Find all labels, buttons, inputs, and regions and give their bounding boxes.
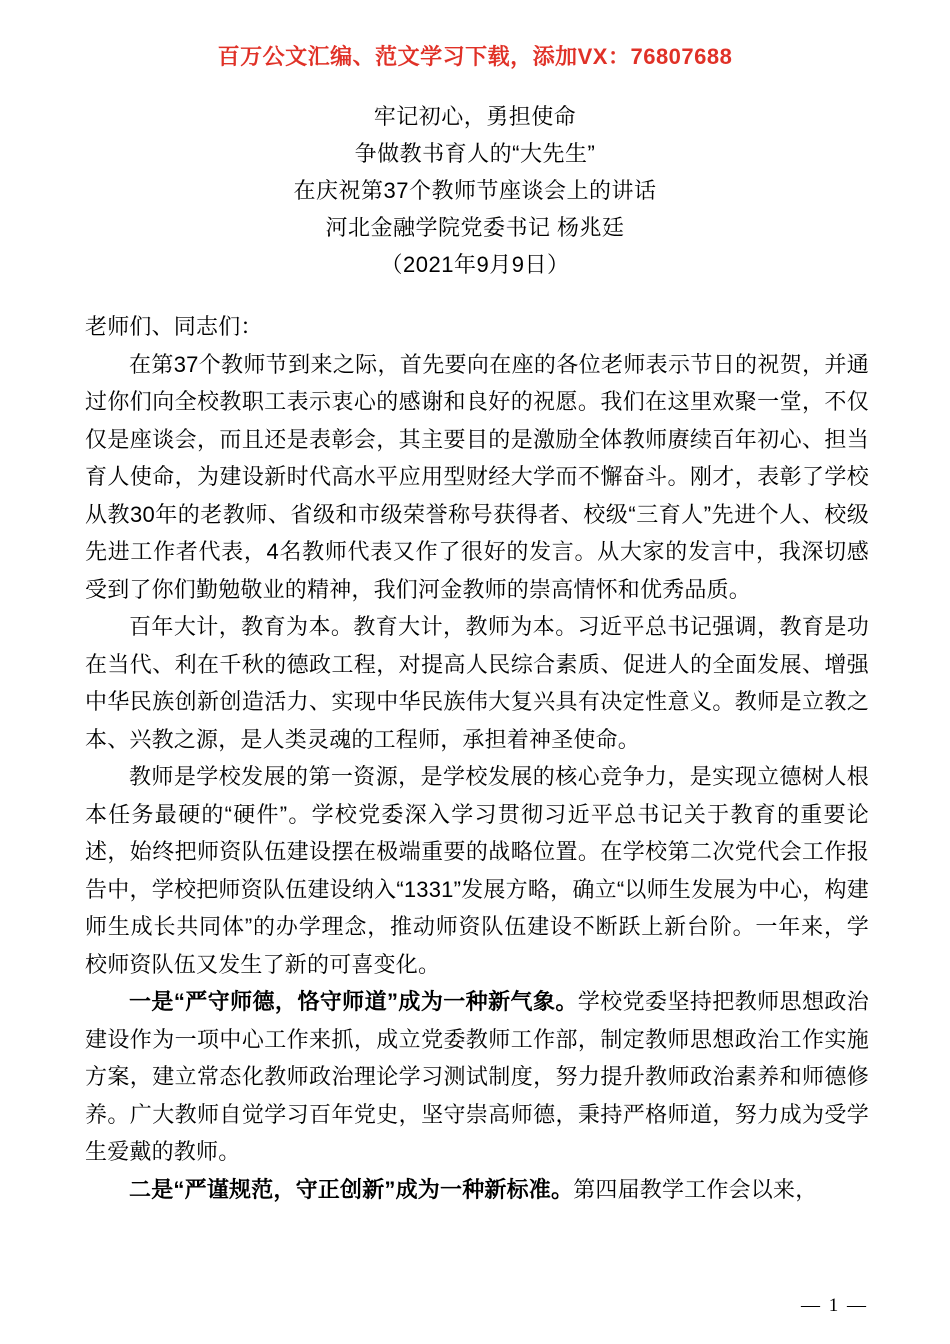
paragraph-text: 第四届教学工作会以来， (573, 1176, 818, 1202)
body-paragraph (85, 346, 869, 609)
title-line-1: 牢记初心，勇担使命 (373, 104, 577, 129)
paragraph-text: 在第37个教师节到来之际，首先要向在座的各位老师表示节日的祝贺，并通过你们向全校教职工表示衷心的感谢和良好的祝愿。我们在这里欢聚一堂，不仅仅是座谈会，而且还是表彰会，其主要目的是激励全体教师赓续百年初心、担当育人使命，为建设新时代高水平应用型财经大学而不懈奋斗。刚才，表彰了学校从教30年的老教师、省级和市级荣誉称号获得者、校级“三育人”先进个人、校级先进工作者代表，4名教师代表又作了很好的发言。从大家的发言中，我深切感受到了你们勤勉敬业的精神，我们河金教师的崇高情怀和优秀品质。 (85, 351, 869, 602)
paragraph-text: 百年大计，教育为本。教育大计，教师为本。习近平总书记强调，教育是功在当代、利在千秋的德政工程，对提高人民综合素质、促进人的全面发展、增强中华民族创新创造活力、实现中华民族伟大复兴具有决定性意义。教师是立教之本、兴教之源，是人类灵魂的工程师，承担着神圣使命。 (85, 614, 869, 752)
paragraph-lead: 一是“严守师德，恪守师道”成为一种新气象。 (129, 989, 578, 1014)
document-title-block (0, 98, 950, 283)
title-author: 河北金融学院党委书记 杨兆廷 (325, 215, 625, 240)
body-paragraph (85, 1171, 869, 1209)
paragraph-text: 学校党委坚持把教师思想政治建设作为一项中心工作来抓，成立党委教师工作部，制定教师思想政治工作实施方案，建立常态化教师政治理论学习测试制度，努力提升教师政治素养和师德修养。广大教师自觉学习百年党史，坚守崇高师德，秉持严格师道，努力成为受学生爱戴的教师。 (85, 989, 869, 1164)
title-line-3: 在庆祝第37个教师节座谈会上的讲话 (293, 178, 657, 203)
title-line-2: 争做教书育人的“大先生” (354, 141, 596, 166)
paragraph-text: 教师是学校发展的第一资源，是学校发展的核心竞争力，是实现立德树人根本任务最硬的“硬件”。学校党委深入学习贯彻习近平总书记关于教育的重要论述，始终把师资队伍建设摆在极端重要的战略位置。在学校第二次党代会工作报告中，学校把师资队伍建设纳入“1331”发展方略，确立“以师生发展为中心，构建师生成长共同体”的办学理念，推动师资队伍建设不断跃上新台阶。一年来，学校师资队伍又发生了新的可喜变化。 (85, 764, 869, 977)
document-body (85, 308, 869, 1208)
page-number-footer: — 1 — (801, 1295, 868, 1316)
body-paragraph (85, 758, 869, 983)
promo-banner: 百万公文汇编、范文学习下载，添加VX：76807688 (217, 44, 733, 69)
body-paragraph (85, 608, 869, 758)
paragraph-lead: 二是“严谨规范，守正创新”成为一种新标准。 (129, 1176, 574, 1202)
salutation: 老师们、同志们： (85, 314, 263, 339)
title-date: （2021年9月9日） (380, 252, 570, 277)
body-paragraph (85, 983, 869, 1171)
